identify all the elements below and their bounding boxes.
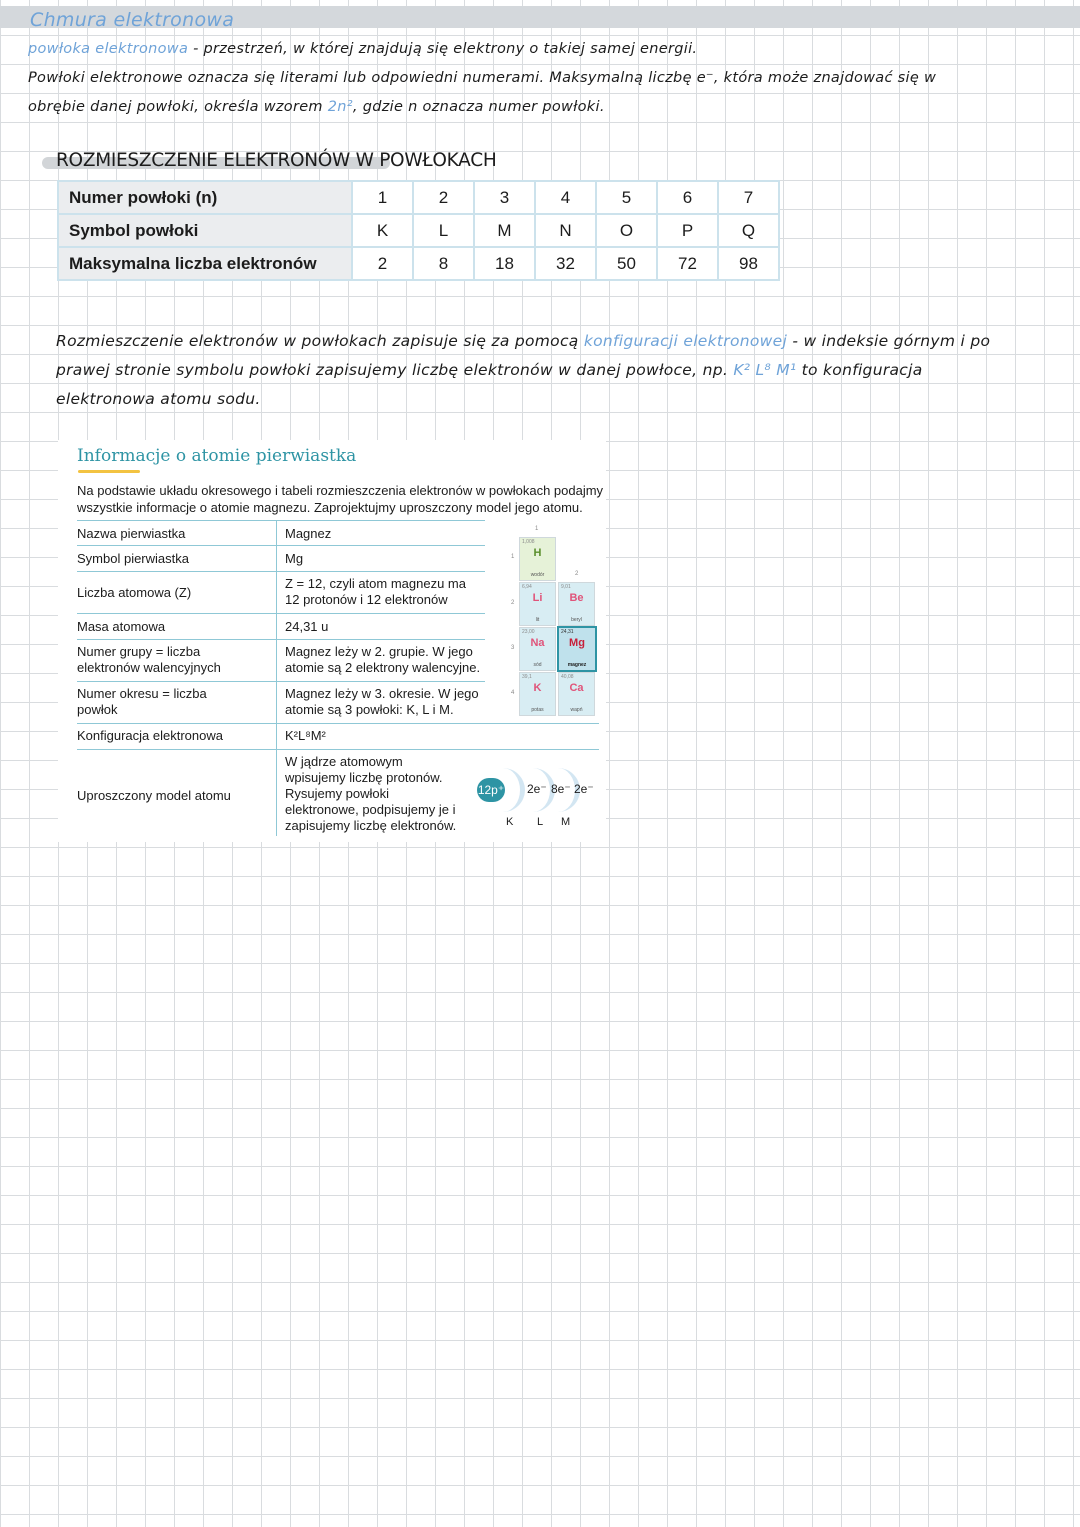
table-cell: L bbox=[413, 214, 474, 247]
table-cell: 18 bbox=[474, 247, 535, 280]
info-value: Z = 12, czyli atom magnezu ma 12 protonów i 12 elektronów bbox=[285, 576, 466, 607]
info-value: K²L⁸M² bbox=[285, 728, 326, 743]
table-cell: 6 bbox=[657, 181, 718, 214]
shell-label: M bbox=[561, 816, 571, 828]
table-cell: 3 bbox=[474, 181, 535, 214]
notes-line-3 bbox=[28, 99, 605, 115]
period-label: 2 bbox=[511, 600, 515, 606]
info-label: Konfiguracja elektronowa bbox=[77, 728, 223, 743]
element-cell-na: 23,00 Na sód bbox=[519, 627, 556, 671]
row-divider bbox=[77, 639, 485, 640]
table-row bbox=[58, 214, 779, 247]
shell-table bbox=[57, 180, 780, 281]
table-cell: O bbox=[596, 214, 657, 247]
formula: 2n² bbox=[327, 99, 353, 115]
period-label: 4 bbox=[511, 690, 515, 696]
table-cell: 2 bbox=[413, 181, 474, 214]
para1-start: Rozmieszczenie elektronów w powłokach zapisuje się za pomocą bbox=[56, 332, 584, 350]
para1-end: - w indeksie górnym i po bbox=[787, 332, 991, 350]
notes-line-2: Powłoki elektronowe oznacza się literami lub odpowiedni numerami. Maksymalną liczbę e⁻, która może znajdować się w bbox=[28, 70, 937, 86]
row-divider bbox=[77, 571, 485, 572]
info-value: Mg bbox=[285, 551, 304, 566]
table-cell: K bbox=[352, 214, 413, 247]
shell-electrons: 2e⁻ bbox=[527, 782, 547, 796]
table-row bbox=[58, 181, 779, 214]
section-heading: ROZMIESZCZENIE ELEKTRONÓW W POWŁOKACH bbox=[56, 150, 497, 171]
row-divider bbox=[77, 681, 485, 682]
row-divider bbox=[77, 749, 599, 750]
shell-electrons: 2e⁻ bbox=[574, 782, 594, 796]
page-title: Chmura elektronowa bbox=[30, 9, 235, 31]
paragraph-line-2 bbox=[56, 361, 923, 379]
para2-end: to konfiguracja bbox=[796, 361, 923, 379]
table-cell: 4 bbox=[535, 181, 596, 214]
element-cell-h: 1,008 H wodór bbox=[519, 537, 556, 581]
definition-line bbox=[28, 41, 697, 57]
table-cell: 72 bbox=[657, 247, 718, 280]
shell-label: L bbox=[537, 816, 544, 828]
table-cell: 5 bbox=[596, 181, 657, 214]
row-header: Symbol powłoki bbox=[58, 214, 352, 247]
info-label: Numer okresu = liczba powłok bbox=[77, 686, 207, 717]
table-cell: 1 bbox=[352, 181, 413, 214]
info-value: Magnez leży w 2. grupie. W jego atomie są 2 elektrony walencyjne. bbox=[285, 644, 481, 675]
period-label: 1 bbox=[511, 554, 515, 560]
row-header: Numer powłoki (n) bbox=[58, 181, 352, 214]
info-label: Nazwa pierwiastka bbox=[77, 526, 186, 541]
row-divider bbox=[77, 545, 485, 546]
paragraph-line-3: elektronowa atomu sodu. bbox=[56, 390, 261, 408]
info-label: Uproszczony model atomu bbox=[77, 788, 231, 803]
period-label: 3 bbox=[511, 645, 515, 651]
nucleus: 12p⁺ bbox=[477, 778, 505, 802]
info-value: Magnez leży w 3. okresie. W jego atomie są 3 powłoki: K, L i M. bbox=[285, 686, 479, 717]
column-divider bbox=[276, 520, 277, 836]
card-title: Informacje o atomie pierwiastka bbox=[77, 446, 357, 466]
table-cell: 7 bbox=[718, 181, 779, 214]
line3-start: obrębie danej powłoki, określa wzorem bbox=[28, 99, 328, 115]
table-cell: 98 bbox=[718, 247, 779, 280]
info-label: Masa atomowa bbox=[77, 619, 166, 634]
card-intro: Na podstawie układu okresowego i tabeli rozmieszczenia elektronów w powłokach podajmy wszystkie informacje o atomie magnezu. Zaprojektujmy uproszczony model jego atomu. bbox=[77, 483, 604, 515]
element-cell-be: 9,01 Be beryl bbox=[558, 582, 595, 626]
row-divider bbox=[77, 723, 599, 724]
table-cell: 8 bbox=[413, 247, 474, 280]
table-cell: Q bbox=[718, 214, 779, 247]
group-label: 1 bbox=[535, 526, 539, 532]
table-cell: 2 bbox=[352, 247, 413, 280]
info-value: Magnez bbox=[285, 526, 332, 541]
element-cell-li: 6,94 Li lit bbox=[519, 582, 556, 626]
table-cell: M bbox=[474, 214, 535, 247]
shell-electrons: 8e⁻ bbox=[551, 782, 571, 796]
shell-label: K bbox=[506, 816, 514, 828]
table-row bbox=[58, 247, 779, 280]
paragraph-line-1 bbox=[56, 332, 990, 350]
example-configuration: K² L⁸ M¹ bbox=[733, 361, 797, 379]
definition-text: - przestrzeń, w której znajdują się elektrony o takiej samej energii. bbox=[188, 41, 698, 57]
row-header: Maksymalna liczba elektronów bbox=[58, 247, 352, 280]
element-cell-mg: 24,31 Mg magnez bbox=[557, 626, 597, 672]
row-divider bbox=[77, 613, 485, 614]
info-label: Symbol pierwiastka bbox=[77, 551, 189, 566]
element-cell-k: 39,1 K potas bbox=[519, 672, 556, 716]
table-cell: 32 bbox=[535, 247, 596, 280]
table-cell: 50 bbox=[596, 247, 657, 280]
info-label: Numer grupy = liczba elektronów walencyjnych bbox=[77, 644, 221, 675]
group-label: 2 bbox=[575, 571, 579, 577]
para2-start: prawej stronie symbolu powłoki zapisujemy liczbę elektronów w danej powłoce, np. bbox=[56, 361, 734, 379]
element-cell-ca: 40,08 Ca wapń bbox=[558, 672, 595, 716]
table-cell: P bbox=[657, 214, 718, 247]
line3-end: , gdzie n oznacza numer powłoki. bbox=[352, 99, 605, 115]
info-value: 24,31 u bbox=[285, 619, 329, 634]
info-label: Liczba atomowa (Z) bbox=[77, 585, 192, 600]
row-divider bbox=[77, 520, 485, 521]
title-underline bbox=[78, 470, 140, 473]
table-cell: N bbox=[535, 214, 596, 247]
info-value: W jądrze atomowym wpisujemy liczbę protonów. Rysujemy powłoki elektronowe, podpisujemy je i zapisujemy liczbę elektronów. bbox=[285, 754, 457, 833]
term-shell: powłoka elektronowa bbox=[28, 41, 189, 57]
term-configuration: konfiguracji elektronowej bbox=[583, 332, 788, 350]
